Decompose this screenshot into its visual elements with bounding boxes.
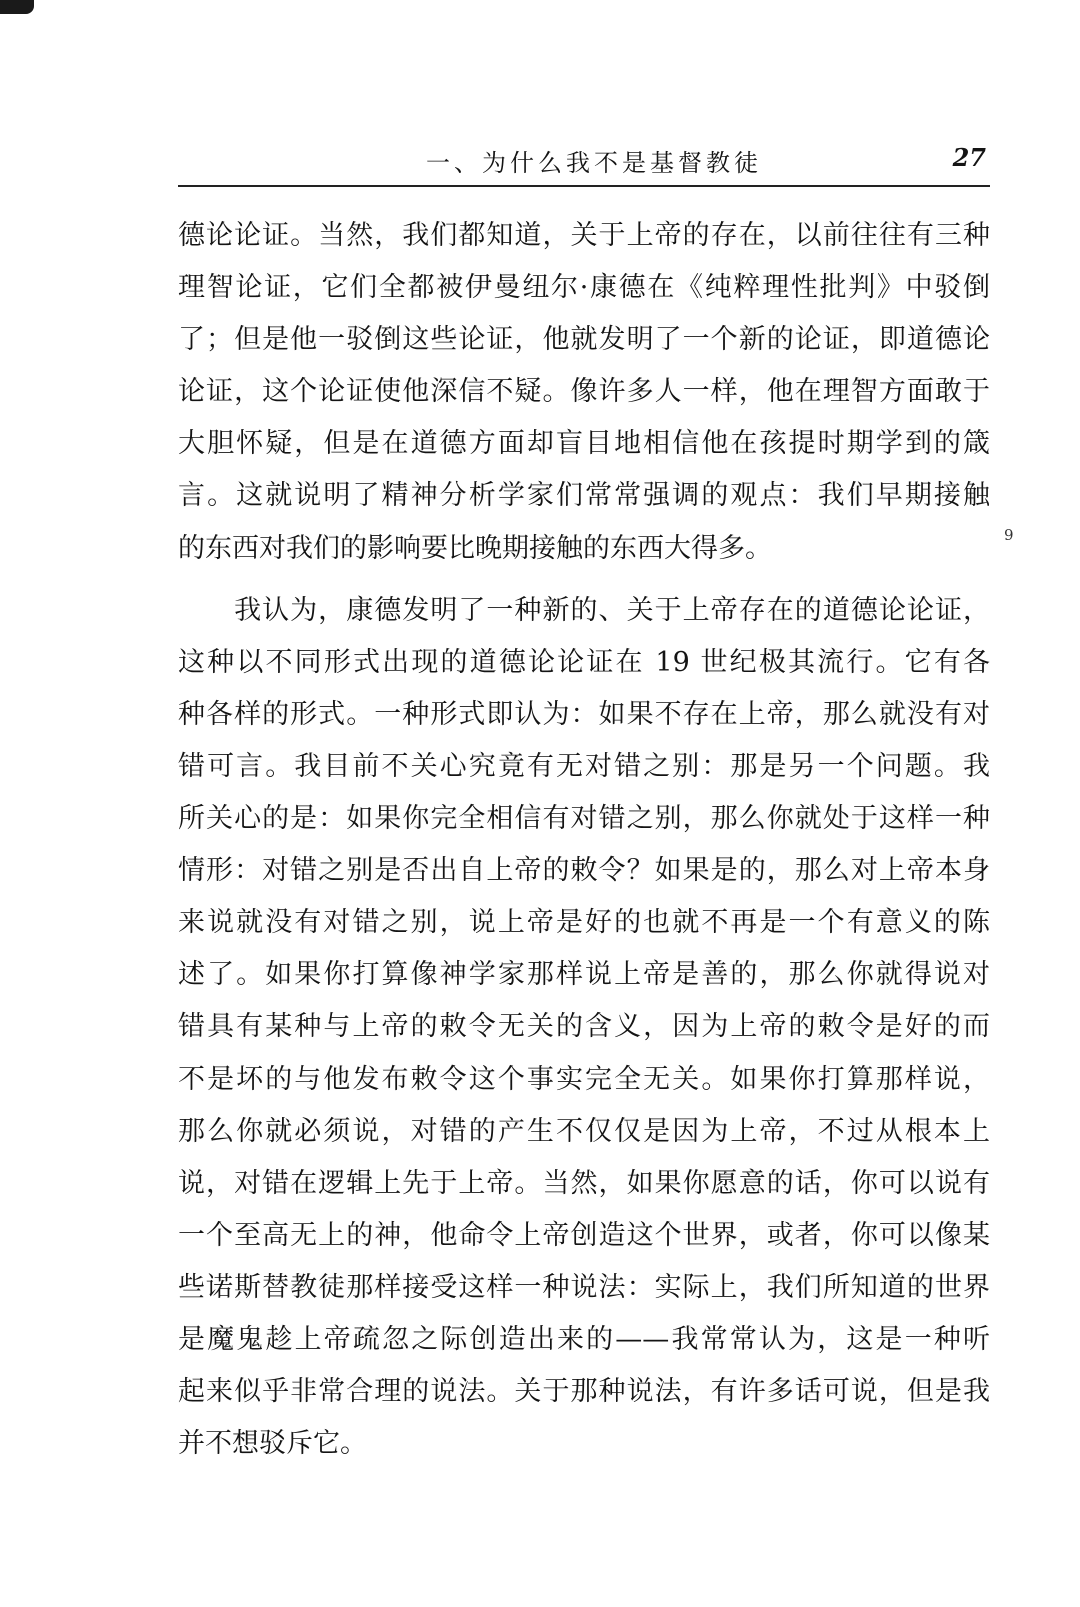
- text-line: 起来似乎非常合理的说法。关于那种说法，有许多话可说，但是我: [178, 1376, 990, 1408]
- text-line: 言。这就说明了精神分析学家们常常强调的观点：我们早期接触: [178, 480, 990, 512]
- body-text: [178, 210, 990, 1470]
- text-line: 的东西对我们的影响要比晚期接触的东西大得多。: [178, 532, 772, 564]
- text-line: 错可言。我目前不关心究竟有无对错之别：那是另一个问题。我: [178, 750, 990, 782]
- text-line: 德论论证。当然，我们都知道，关于上帝的存在，以前往往有三种: [178, 220, 990, 251]
- header-rule: [178, 185, 990, 187]
- text-line: 种各样的形式。一种形式即认为：如果不存在上帝，那么就没有对: [178, 698, 990, 730]
- text-line: 来说就没有对错之别，说上帝是好的也就不再是一个有意义的陈: [178, 907, 990, 939]
- text-line: 错具有某种与上帝的敕令无关的含义，因为上帝的敕令是好的而: [178, 1011, 990, 1043]
- margin-original-page-number: 9: [1004, 526, 1014, 544]
- paragraph-2: [178, 585, 990, 1471]
- text-line: 一个至高无上的神，他命令上帝创造这个世界，或者，你可以像某: [178, 1219, 990, 1251]
- text-line: 那么你就必须说，对错的产生不仅仅是因为上帝，不过从根本上: [178, 1115, 990, 1147]
- text-line: 说，对错在逻辑上先于上帝。当然，如果你愿意的话，你可以说有: [178, 1167, 990, 1199]
- text-line: 不是坏的与他发布敕令这个事实完全无关。如果你打算那样说，: [178, 1063, 990, 1095]
- text-line: 理智论证，它们全都被伊曼纽尔·康德在《纯粹理性批判》中驳倒: [178, 272, 990, 304]
- running-head: [178, 143, 990, 187]
- text-line: 并不想驳斥它。: [178, 1428, 367, 1460]
- scan-corner-mark: [0, 0, 34, 14]
- text-line: 些诺斯替教徒那样接受这样一种说法：实际上，我们所知道的世界: [178, 1271, 990, 1303]
- text-line: 述了。如果你打算像神学家那样说上帝是善的，那么你就得说对: [178, 959, 990, 991]
- text-line: 我认为，康德发明了一种新的、关于上帝存在的道德论论证，: [178, 594, 990, 626]
- text-line: 大胆怀疑，但是在道德方面却盲目地相信他在孩提时期学到的箴: [178, 428, 990, 460]
- text-line: 是魔鬼趁上帝疏忽之际创造出来的——我常常认为，这是一种听: [178, 1323, 990, 1355]
- paragraph-1: [178, 210, 990, 575]
- page-number: 27: [952, 143, 986, 172]
- text-line: 所关心的是：如果你完全相信有对错之别，那么你就处于这样一种: [178, 803, 990, 835]
- running-title: 一、为什么我不是基督教徒: [426, 149, 762, 177]
- text-line: 情形：对错之别是否出自上帝的敕令？如果是的，那么对上帝本身: [178, 855, 990, 887]
- paragraph-gap: [178, 575, 990, 585]
- text-line: 了；但是他一驳倒这些论证，他就发明了一个新的论证，即道德论: [178, 324, 990, 356]
- text-line: 论证，这个论证使他深信不疑。像许多人一样，他在理智方面敢于: [178, 376, 990, 408]
- text-line: 这种以不同形式出现的道德论论证在 19 世纪极其流行。它有各: [178, 646, 990, 678]
